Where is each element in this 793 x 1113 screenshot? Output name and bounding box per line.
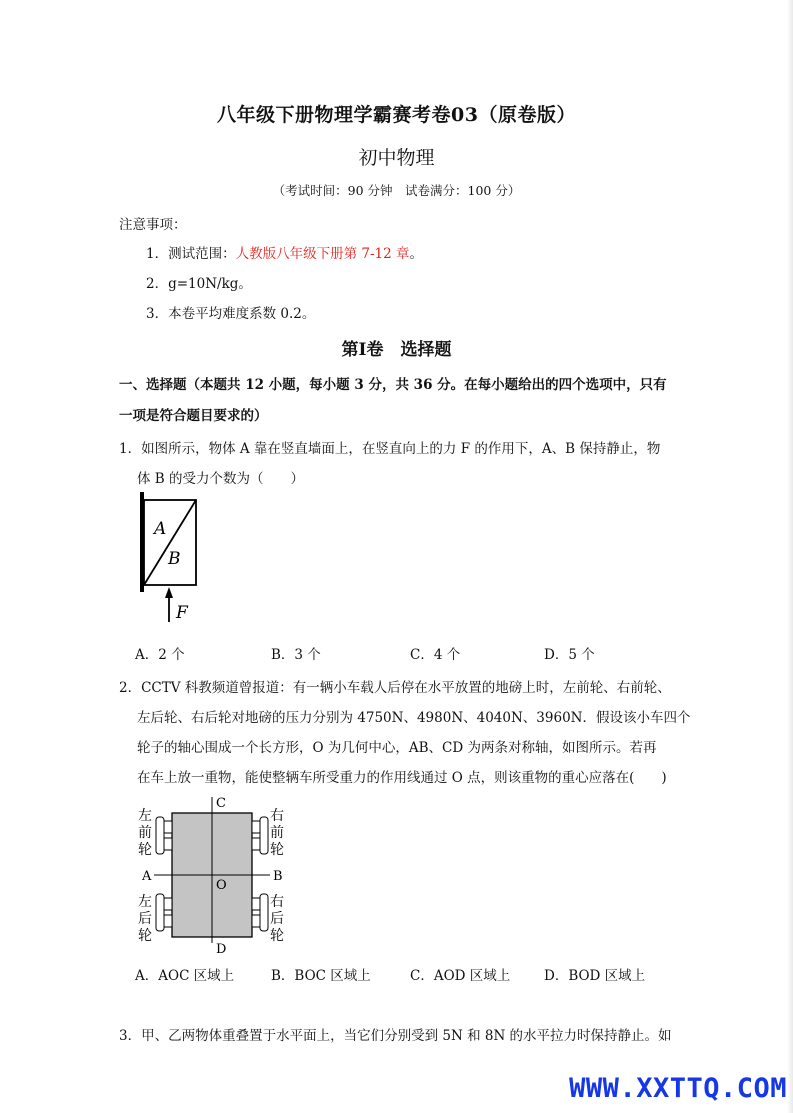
note-text: g=10N/kg。 xyxy=(168,276,252,292)
note-text: 本卷平均难度系数 0.2。 xyxy=(168,306,316,322)
right-rear-char-2: 后 xyxy=(270,911,284,927)
force-arrow-head xyxy=(165,587,173,598)
label-a: A xyxy=(142,869,152,884)
question-2-line1: 2．CCTV 科教频道曾报道：有一辆小车载人后停在水平放置的地磅上时，左前轮、右前轮、 xyxy=(119,680,671,696)
note-number: 2． xyxy=(146,276,169,292)
page-title: 八年级下册物理学霸赛考卷03（原卷版） xyxy=(217,104,576,126)
right-rear-axle-lower xyxy=(252,915,260,927)
left-rear-char-2: 后 xyxy=(138,911,152,927)
note-item-3 xyxy=(146,302,315,322)
right-rear-char-1: 右 xyxy=(270,894,284,910)
part-one-title-line1: 一、选择题（本题共 12 小题，每小题 3 分，共 36 分。在每小题给出的四个选项中，只有 xyxy=(119,377,667,393)
right-front-char-2: 前 xyxy=(270,825,284,841)
exam-info: （考试时间：90 分钟 试卷满分：100 分） xyxy=(272,183,521,198)
question-3-line1: 3．甲、乙两物体重叠置于水平面上，当它们分别受到 5N 和 8N 的水平拉力时保持静止。如 xyxy=(119,1028,672,1044)
left-front-axle-lower xyxy=(164,838,172,850)
label-b: B xyxy=(273,869,283,884)
label-c: C xyxy=(216,796,226,811)
left-front-char-2: 前 xyxy=(138,825,152,841)
left-rear-wheel xyxy=(156,894,164,931)
right-front-char-3: 轮 xyxy=(270,842,284,858)
right-rear-axle-upper xyxy=(252,898,260,910)
left-front-char-3: 轮 xyxy=(138,842,152,858)
option-d[interactable]: D．5 个 xyxy=(544,647,595,663)
right-front-char-1: 右 xyxy=(270,808,284,824)
label-a: A xyxy=(154,519,167,539)
left-rear-char-1: 左 xyxy=(138,894,152,910)
question-2-figure xyxy=(130,793,295,958)
left-front-char-1: 左 xyxy=(138,808,152,824)
page-subtitle: 初中物理 xyxy=(358,147,435,169)
note-suffix: 。 xyxy=(409,246,424,262)
question-2-line2: 左后轮、右后轮对地磅的压力分别为 4750N、4980N、4040N、3960N．假设该小车四个 xyxy=(137,710,691,726)
right-front-wheel xyxy=(260,817,268,854)
option-d[interactable]: D．BOD 区域上 xyxy=(544,968,646,984)
right-front-axle-lower xyxy=(252,838,260,850)
section-title: 第Ⅰ卷 选择题 xyxy=(341,340,452,360)
left-rear-char-3: 轮 xyxy=(138,928,152,944)
note-highlight: 人教版八年级下册第 7-12 章 xyxy=(235,246,410,262)
part-one-title-line2: 一项是符合题目要求的） xyxy=(119,408,268,424)
note-item-2 xyxy=(146,272,252,292)
note-number: 1． xyxy=(146,246,169,262)
right-rear-char-3: 轮 xyxy=(270,928,284,944)
note-item-1 xyxy=(146,242,423,262)
left-front-axle-upper xyxy=(164,821,172,833)
option-c[interactable]: C．4 个 xyxy=(410,647,461,663)
watermark-link[interactable]: WWW.XXTTQ.COM xyxy=(569,1073,787,1104)
label-d: D xyxy=(216,942,227,957)
question-1-line2: 体 B 的受力个数为（ ） xyxy=(137,471,305,487)
option-a[interactable]: A．2 个 xyxy=(135,647,185,663)
block-diagonal xyxy=(144,500,196,585)
left-rear-axle-lower xyxy=(164,915,172,927)
question-2-line3: 轮子的轴心围成一个长方形，O 为几何中心，AB、CD 为两条对称轴，如图所示。若再 xyxy=(137,740,657,756)
left-rear-axle-upper xyxy=(164,898,172,910)
question-1-figure xyxy=(132,488,207,628)
question-2-line4: 在车上放一重物，能使整辆车所受重力的作用线通过 O 点，则该重物的重心应落在( ) xyxy=(137,770,667,786)
notes-heading: 注意事项： xyxy=(119,217,187,233)
label-f: F xyxy=(176,603,188,623)
option-a[interactable]: A．AOC 区域上 xyxy=(135,968,235,984)
option-c[interactable]: C．AOD 区域上 xyxy=(410,968,511,984)
label-b: B xyxy=(168,549,181,569)
right-front-axle-upper xyxy=(252,821,260,833)
left-front-wheel xyxy=(156,817,164,854)
label-o: O xyxy=(216,878,227,893)
right-rear-wheel xyxy=(260,894,268,931)
option-b[interactable]: B．3 个 xyxy=(271,647,321,663)
option-b[interactable]: B．BOC 区域上 xyxy=(271,968,371,984)
note-prefix: 测试范围： xyxy=(168,246,236,262)
question-1-line1: 1．如图所示，物体 A 靠在竖直墙面上，在竖直向上的力 F 的作用下，A、B 保持静止，物 xyxy=(119,441,661,457)
note-number: 3． xyxy=(146,306,169,322)
